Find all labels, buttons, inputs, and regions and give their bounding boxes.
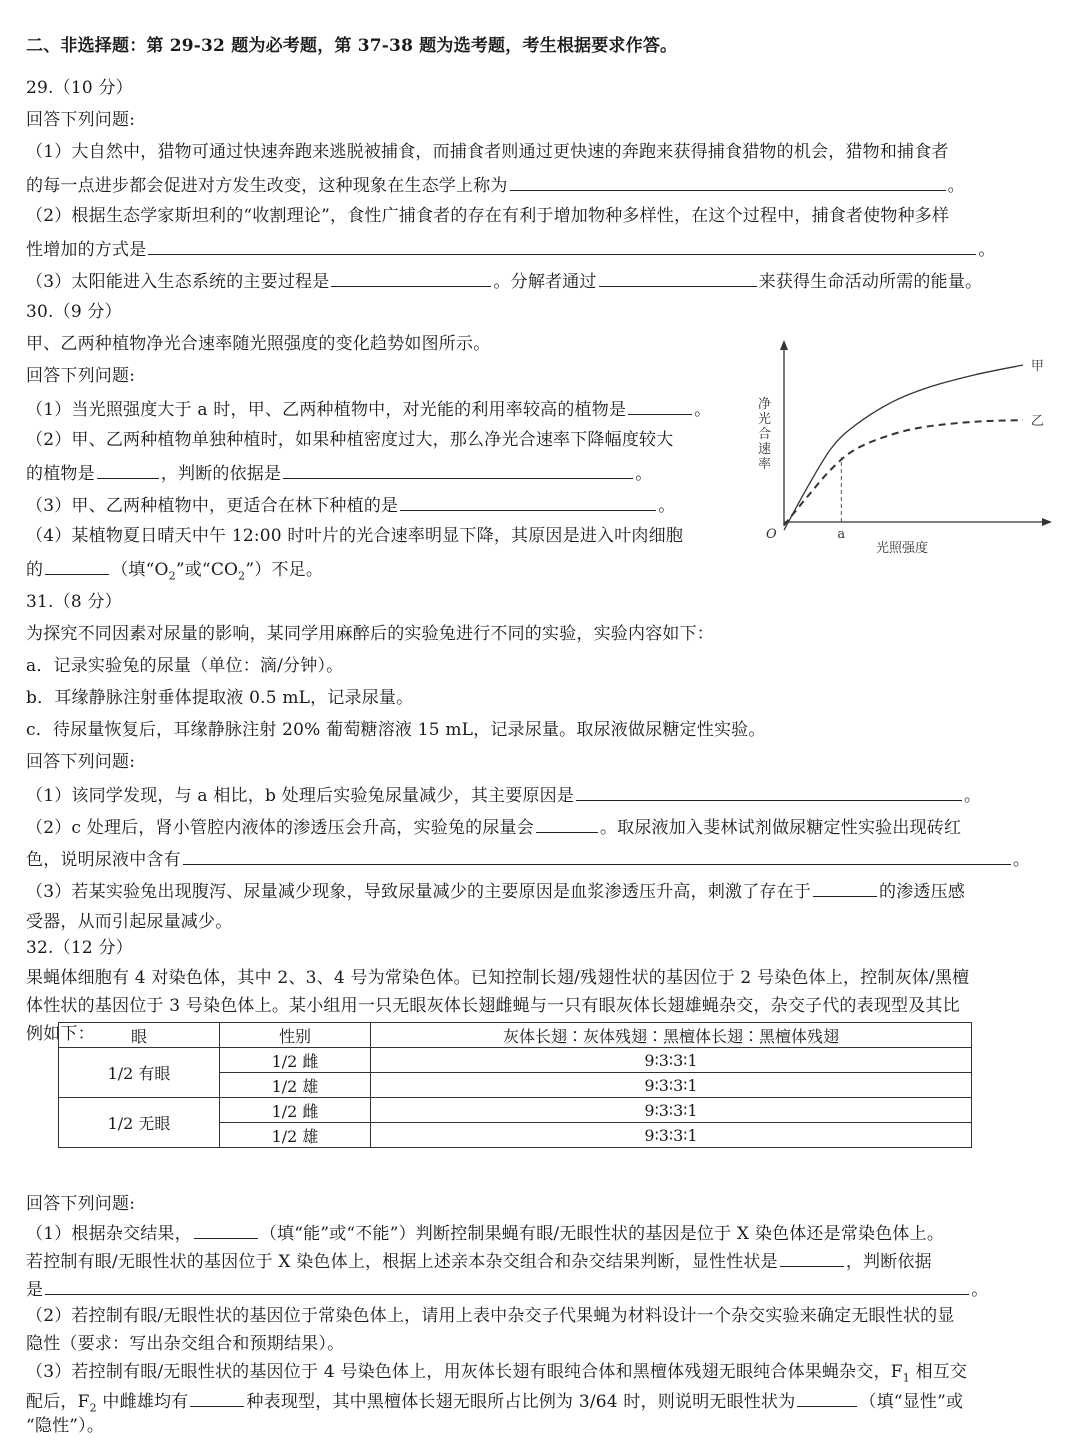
chart-series bbox=[784, 365, 1023, 530]
period: 。 bbox=[635, 464, 653, 484]
y-axis-arrow bbox=[780, 340, 788, 350]
period: 。 bbox=[658, 496, 676, 516]
q32-stem-line3: 例如下： bbox=[26, 1024, 95, 1044]
q32-p1-line3 bbox=[26, 1276, 988, 1302]
q30-stem: 甲、乙两种植物净光合速率随光照强度的变化趋势如图所示。 bbox=[26, 334, 491, 354]
q30-p2-text-b: ，判断的依据是 bbox=[160, 464, 282, 484]
q32-number: 32.（12 分） bbox=[26, 938, 133, 958]
table-header-cell: 眼 bbox=[59, 1023, 220, 1048]
q31-step-c: c．待尿量恢复后，耳缘静脉注射 20% 葡萄糖溶液 15 mL，记录尿量。取尿液做尿糖定性实验。 bbox=[26, 720, 766, 740]
q31-step-b: b．耳缘静脉注射垂体提取液 0.5 mL，记录尿量。 bbox=[26, 688, 414, 708]
subscript: 2 bbox=[168, 569, 176, 583]
table-cell-ratio: 9∶3∶3∶1 bbox=[371, 1073, 972, 1098]
q32-p3-line1 bbox=[26, 1360, 967, 1390]
q31-p3-answer-blank[interactable] bbox=[813, 878, 877, 897]
q30-p4-text-a: 的 bbox=[26, 560, 44, 580]
table-header-cell: 性别 bbox=[220, 1023, 371, 1048]
y-axis-label-char: 速 bbox=[758, 442, 772, 457]
q30-p1-answer-blank[interactable] bbox=[628, 396, 692, 415]
q31-p2-answer-blank-2[interactable] bbox=[183, 846, 1011, 865]
q30-p2-line2 bbox=[26, 460, 652, 486]
q32-p1-answer-blank-2[interactable] bbox=[780, 1248, 844, 1267]
q29-p2-line1: （2）根据生态学家斯坦利的“收割理论”，食性广捕食者的存在有利于增加物种多样性，在这个过程中，捕食者使物种多样 bbox=[26, 206, 950, 226]
table-header-cell: 灰体长翅∶灰体残翅∶黑檀体长翅∶黑檀体残翅 bbox=[371, 1023, 972, 1048]
y-axis-label-char: 净 bbox=[758, 397, 772, 412]
subscript: 2 bbox=[89, 1401, 97, 1415]
q30-intro: 回答下列问题: bbox=[26, 366, 136, 386]
offspring-phenotype-table bbox=[58, 1022, 972, 1148]
q32-intro: 回答下列问题: bbox=[26, 1194, 136, 1214]
q31-p1-line bbox=[26, 782, 981, 808]
q31-p2-line1 bbox=[26, 814, 961, 840]
q30-number: 30.（9 分） bbox=[26, 302, 122, 322]
table-header-row bbox=[59, 1023, 972, 1048]
period: 。 bbox=[971, 1280, 989, 1300]
period: 。 bbox=[1012, 850, 1031, 870]
period: 。 bbox=[694, 400, 712, 420]
q29-p1-answer-blank[interactable] bbox=[510, 172, 946, 191]
q29-p2-text: 性增加的方式是 bbox=[26, 240, 147, 260]
q30-p3-answer-blank[interactable] bbox=[400, 492, 656, 511]
q32-p3-text-e: 种表现型，其中黑檀体长翅无眼所占比例为 3/64 时，则说明无眼性状为 bbox=[246, 1392, 796, 1412]
q29-p3-answer-blank-2[interactable] bbox=[599, 268, 757, 287]
q32-p3-text-f: （填“显性”或 bbox=[859, 1392, 964, 1412]
q31-p2-line2 bbox=[26, 846, 1030, 872]
q32-p1-answer-blank-3[interactable] bbox=[45, 1276, 969, 1295]
q31-p2-answer-blank-1[interactable] bbox=[536, 814, 598, 833]
q32-p3-text-b: 相互交 bbox=[909, 1362, 968, 1382]
q30-p3-line bbox=[26, 492, 675, 518]
q32-p1-answer-blank-1[interactable] bbox=[194, 1220, 258, 1239]
q30-p3-text: （3）甲、乙两种植物中，更适合在林下种植的是 bbox=[26, 496, 399, 516]
q30-p4-text-b: （填“O bbox=[111, 560, 169, 580]
period: 。 bbox=[964, 786, 982, 806]
q31-p2-text-c: 色，说明尿液中含有 bbox=[26, 850, 181, 870]
q32-p1-text-c: 若控制有眼/无眼性状的基因位于 X 染色体上，根据上述亲本杂交组合和杂交结果判断，显性性状是 bbox=[26, 1252, 778, 1272]
q30-p2-answer-blank-2[interactable] bbox=[283, 460, 633, 479]
q32-p3-answer-blank-2[interactable] bbox=[797, 1388, 857, 1407]
series-line-0 bbox=[784, 365, 1023, 530]
q30-p2-line1: （2）甲、乙两种植物单独种植时，如果种植密度过大，那么净光合速率下降幅度较大 bbox=[26, 430, 674, 450]
q29-p3-answer-blank-1[interactable] bbox=[331, 268, 491, 287]
q32-p1-text-a: （1）根据杂交结果， bbox=[26, 1224, 192, 1244]
q31-p3-text-b: 的渗透压感 bbox=[879, 882, 966, 902]
x-axis-label: 光照强度 bbox=[876, 541, 929, 556]
q31-p3-line1 bbox=[26, 878, 965, 904]
q32-p3-text-c: 配后，F bbox=[26, 1392, 90, 1412]
q29-p1-line1: （1）大自然中，猎物可通过快速奔跑来逃脱被捕食，而捕食者则通过更快速的奔跑来获得捕食猎物的机会，猎物和捕食者 bbox=[26, 142, 949, 162]
q32-p1-text-b: （填“能”或“不能”）判断控制果蝇有眼/无眼性状的基因是位于 X 染色体还是常染色体上。 bbox=[259, 1224, 945, 1244]
q29-p3-text-b: 。分解者通过 bbox=[493, 272, 597, 292]
q32-stem-line2: 体性状的基因位于 3 号染色体上。某小组用一只无眼灰体长翅雌蝇与一只有眼灰体长翅雄蝇杂交，杂交子代的表现型及其比 bbox=[26, 996, 960, 1016]
q30-p4-answer-blank[interactable] bbox=[45, 556, 109, 575]
table-row bbox=[59, 1098, 972, 1123]
table-cell-ratio: 9∶3∶3∶1 bbox=[371, 1048, 972, 1073]
x-axis-arrow bbox=[1042, 518, 1052, 526]
q32-p3-line2 bbox=[26, 1388, 963, 1420]
y-axis-label-char: 合 bbox=[758, 427, 772, 442]
q32-p3-line3: “隐性”）。 bbox=[26, 1416, 105, 1436]
q29-p1-line2 bbox=[26, 172, 965, 198]
y-axis-label-char: 率 bbox=[758, 457, 772, 472]
q32-p3-text-d: 中雌雄均有 bbox=[96, 1392, 189, 1412]
q30-p2-answer-blank-1[interactable] bbox=[97, 460, 159, 479]
q31-p1-text: （1）该同学发现，与 a 相比，b 处理后实验兔尿量减少，其主要原因是 bbox=[26, 786, 575, 806]
q30-p1-line bbox=[26, 396, 711, 422]
q31-p2-text-a: （2）c 处理后，肾小管腔内液体的渗透压会升高，实验兔的尿量会 bbox=[26, 818, 534, 838]
q32-p2-line2: 隐性（要求：写出杂交组合和预期结果）。 bbox=[26, 1334, 345, 1354]
series-label-1: 乙 bbox=[1030, 414, 1044, 430]
q29-intro: 回答下列问题: bbox=[26, 110, 136, 130]
q31-p3-text-a: （3）若某实验兔出现腹泻、尿量减少现象，导致尿量减少的主要原因是血浆渗透压升高，刺激了存在于 bbox=[26, 882, 812, 902]
q31-intro: 回答下列问题: bbox=[26, 752, 136, 772]
table-cell-sex: 1/2 雄 bbox=[220, 1123, 371, 1148]
q29-p1-text: 的每一点进步都会促进对方发生改变，这种现象在生态学上称为 bbox=[26, 176, 508, 196]
table-cell-ratio: 9∶3∶3∶1 bbox=[371, 1098, 972, 1123]
q32-p1-text-e: 是 bbox=[26, 1280, 44, 1300]
q30-p4-text-c: ”或“CO bbox=[175, 560, 239, 580]
q29-p3-text-c: 来获得生命活动所需的能量。 bbox=[758, 272, 983, 292]
section-header: 二、非选择题：第 29-32 题为必考题，第 37-38 题为选考题，考生根据要求作答。 bbox=[26, 36, 678, 56]
q30-p4-line2 bbox=[26, 556, 323, 588]
q32-p2-line1: （2）若控制有眼/无眼性状的基因位于常染色体上，请用上表中杂交子代果蝇为材料设计一个杂交实验来确定无眼性状的显 bbox=[26, 1306, 955, 1326]
q32-p1-text-d: ，判断依据 bbox=[845, 1252, 932, 1272]
q29-number: 29.（10 分） bbox=[26, 78, 133, 98]
q29-p2-answer-blank[interactable] bbox=[148, 236, 976, 255]
x-marker-label: a bbox=[837, 527, 846, 542]
table-cell-sex: 1/2 雌 bbox=[220, 1048, 371, 1073]
period: 。 bbox=[947, 176, 965, 196]
table-cell-sex: 1/2 雄 bbox=[220, 1073, 371, 1098]
table-cell-sex: 1/2 雌 bbox=[220, 1098, 371, 1123]
q31-p2-text-b: 。取尿液加入斐林试剂做尿糖定性实验出现砖红 bbox=[599, 818, 962, 838]
q32-p1-line2 bbox=[26, 1248, 932, 1274]
subscript: 1 bbox=[902, 1371, 910, 1385]
q31-step-a: a．记录实验兔的尿量（单位：滴/分钟）。 bbox=[26, 656, 344, 676]
origin-label: O bbox=[766, 527, 777, 542]
q32-p3-answer-blank-1[interactable] bbox=[190, 1388, 244, 1407]
q31-p3-line2: 受器，从而引起尿量减少。 bbox=[26, 912, 233, 932]
table-cell-ratio: 9∶3∶3∶1 bbox=[371, 1123, 972, 1148]
q30-p4-line1: （4）某植物夏日晴天中午 12:00 时叶片的光合速率明显下降，其原因是进入叶肉细胞 bbox=[26, 526, 684, 546]
period: 。 bbox=[978, 240, 996, 260]
q32-p1-line1 bbox=[26, 1220, 944, 1246]
q29-p2-line2 bbox=[26, 236, 996, 262]
q31-stem: 为探究不同因素对尿量的影响，某同学用麻醉后的实验兔进行不同的实验，实验内容如下： bbox=[26, 624, 714, 644]
q30-p2-text-a: 的植物是 bbox=[26, 464, 95, 484]
table-cell-eye: 1/2 无眼 bbox=[59, 1098, 220, 1148]
q31-p1-answer-blank[interactable] bbox=[576, 782, 962, 801]
y-axis-label-char: 光 bbox=[758, 412, 772, 427]
q31-number: 31.（8 分） bbox=[26, 592, 122, 612]
subscript: 2 bbox=[238, 569, 246, 583]
table-cell-eye: 1/2 有眼 bbox=[59, 1048, 220, 1098]
q29-p3-text-a: （3）太阳能进入生态系统的主要过程是 bbox=[26, 272, 330, 292]
photosynthesis-chart bbox=[742, 338, 1052, 568]
series-line-1 bbox=[784, 420, 1023, 525]
q32-stem-line1: 果蝇体细胞有 4 对染色体，其中 2、3、4 号为常染色体。已知控制长翅/残翅性状的基因位于 2 号染色体上，控制灰体/黑檀 bbox=[26, 968, 970, 988]
q30-p4-text-d: ”）不足。 bbox=[245, 560, 324, 580]
chart-labels bbox=[758, 359, 1044, 556]
q29-p3-line bbox=[26, 268, 982, 294]
series-label-0: 甲 bbox=[1030, 359, 1044, 375]
table-row bbox=[59, 1048, 972, 1073]
q32-p3-text-a: （3）若控制有眼/无眼性状的基因位于 4 号染色体上，用灰体长翅有眼纯合体和黑檀体残翅无眼纯合体果蝇杂交，F bbox=[26, 1362, 903, 1382]
q30-p1-text: （1）当光照强度大于 a 时，甲、乙两种植物中，对光能的利用率较高的植物是 bbox=[26, 400, 627, 420]
